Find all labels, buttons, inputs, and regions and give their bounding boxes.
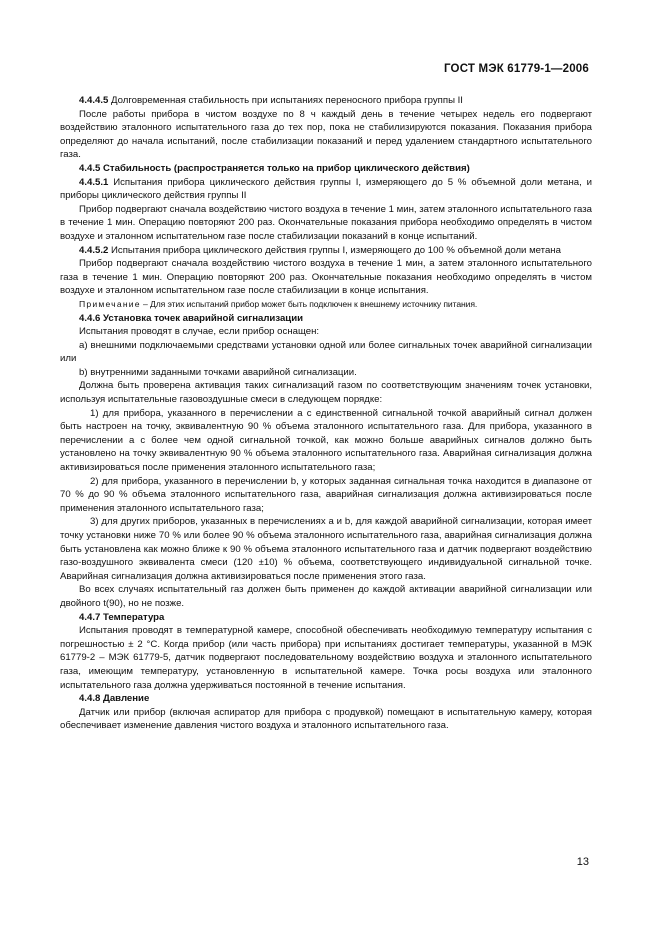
clause-title: Испытания прибора циклического действия группы I, измеряющего до 100 % объемной доли метана [108,244,561,256]
paragraph: Прибор подвергают сначала воздействию чистого воздуха в течение 1 мин, затем эталонного испытательного газа в течение 1 мин. Операцию повторяют 200 раз. Окончательные показания прибора необходимо определять в чистом воздухе и эталонном испытательном газе после стабилизации показаний в конце испытаний. [60,203,592,242]
list-item: b) внутренними заданными точками аварийной сигнализации. [79,366,357,378]
paragraph: Испытания проводят в температурной камере, способной обеспечивать необходимую температуру испытания с погрешностью ± 2 °С. Когда прибор (или часть прибора) при испытаниях достигает температуры, указанной в МЭК 61779-2 – МЭК 61779-5, датчик подвергают последовательному воздействию воздуха и эталонного испытательного газа, имеющим температуру, установленную в испытательной камере. Точка росы воздуха или эталонного испытательного газа должна удерживаться постоянной в течение испытания. [60,625,592,691]
clause-title: Испытания прибора циклического действия группы I, измеряющего до 5 % объемной доли метана, и приборы циклического действия группы II [60,176,592,202]
paragraph [60,244,592,258]
paragraph: Испытания проводят в случае, если прибор оснащен: [79,326,320,338]
section-heading: 4.4.8 Давление [79,693,150,705]
paragraph [60,176,592,203]
list-item: 1) для прибора, указанного в перечислении a с единственной сигнальной точкой аварийный сигнал должен быть настроен на точку, эквивалентную 90 % объема эталонного испытательного газа. Для прибора, указанного в перечислении a с более чем одной сигнальной точкой, как можно больше аварийных сигналов должно быть установлено на точку эквивалентную 90 % объема эталонного испытательного газа. Аварийная сигнализация должна активизироваться после применения эталонного испытательного газа; [60,407,592,474]
list-item: a) внешними подключаемыми средствами установки одной или более сигнальных точек аварийной сигнализации или [60,339,592,365]
list-item: 3) для других приборов, указанных в перечислениях a и b, для каждой аварийной сигнализации, которая имеет точку установки ниже 70 % или более 90 % объема эталонного испытательного газа, аварийная сигнализация должна быть установлена как можно ближе к 90 % объема эталонного испытательного газа и датчик подвергают воздействию газо-воздушного эквивалента смеси (120 ±10) % объема, соответствующего индивидуальной сигнальной точке. Аварийная сигнализация должна активизироваться после применения этого газа. [60,516,592,582]
paragraph: Должна быть проверена активация таких сигнализаций газом по соответствующим значениям точек установки, используя испытательные газовоздушные смеси в следующем порядке: [60,380,592,406]
clause-title: Долговременная стабильность при испытаниях переносного прибора группы II [108,95,463,106]
paragraph [60,94,592,108]
paragraph: Во всех случаях испытательный газ должен быть применен до каждой активации аварийной сигнализации или двойного t(90), но не позже. [60,584,592,609]
section-heading: 4.4.5 Стабильность (распространяется только на прибор циклического действия) [79,162,470,174]
paragraph: Датчик или прибор (включая аспиратор для прибора с продувкой) помещают в испытательную камеру, которая обеспечивает изменение давления чистого воздуха и эталонного испытательного газа. [60,706,592,732]
clause-number: 4.4.5.2 [79,244,109,256]
clause-number: 4.4.5.1 [79,176,109,188]
clause-number: 4.4.4.5 [79,95,109,106]
section-heading: 4.4.6 Установка точек аварийной сигнализации [79,312,303,324]
note [60,298,592,312]
section-heading: 4.4.7 Температура [79,611,165,623]
note-label: Примечание [79,298,141,309]
note-text: – Для этих испытаний прибор может быть подключен к внешнему источнику питания. [140,298,478,309]
list-item: 2) для прибора, указанного в перечислении b, у которых заданная сигнальная точка находится в диапазоне от 70 % до 90 % объема эталонного испытательного газа, аварийная сигнализация должна активизироваться после применения эталонного испытательного газа; [60,475,592,514]
document-header: ГОСТ МЭК 61779-1—2006 [443,63,589,75]
page-number: 13 [576,856,589,868]
paragraph: Прибор подвергают сначала воздействию чистого воздуха в течение 1 мин, а затем эталонного испытательного газа в течение 1 мин. Операцию повторяют 200 раз. Окончательные показания необходимо определять в чистом воздухе и эталонном испытательном газе после стабилизации в конце испытания. [60,258,592,297]
paragraph: После работы прибора в чистом воздухе по 8 ч каждый день в течение четырех недель его подвергают воздействию эталонного испытательного газа до тех пор, пока не стабилизируются показания. Показания прибора определяют до начала испытаний, после стабилизации показаний и перед удалением стандартного испытательного газа. [60,108,592,161]
document-body [60,94,592,733]
